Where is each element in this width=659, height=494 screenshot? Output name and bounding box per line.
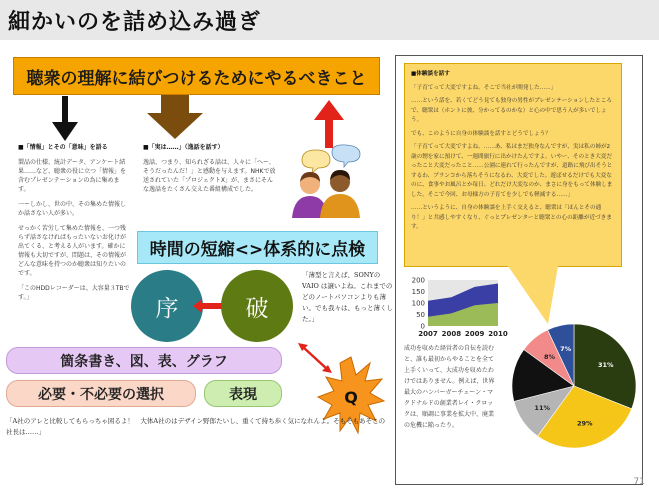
ha-label: 破 bbox=[245, 295, 269, 322]
expression-pill-label: 表現 bbox=[229, 386, 257, 403]
area-chart bbox=[404, 276, 508, 342]
pie-chart bbox=[508, 320, 640, 452]
ha-circle bbox=[221, 270, 293, 342]
experience-paragraph: ……という話を、若くてどう見ても独身の男性がプレゼンテーションしたところで、聴衆は（ホントに彼、分かってるのかな）と心の中で思う人が多いでしょう。 bbox=[411, 98, 612, 123]
anecdote-column bbox=[143, 143, 278, 200]
x-tick-label: 2007 bbox=[418, 330, 438, 338]
expression-pill bbox=[204, 380, 282, 407]
x-tick-label: 2010 bbox=[488, 330, 508, 338]
experience-paragraph: ……というように、自身の体験談を上手く交えると、聴衆は「ほんとその通り！」と共感しやすくなり、ぐっとプレゼンターと聴衆との心の距離が近づきます。 bbox=[411, 205, 612, 230]
page-number: 71 bbox=[633, 477, 645, 487]
people-talking-icon bbox=[288, 146, 372, 218]
x-tick-label: 2009 bbox=[464, 330, 485, 338]
pie-slice-label: 29% bbox=[576, 419, 593, 428]
cyan-banner-label: 時間の短縮<>体系的に点検 bbox=[149, 240, 366, 260]
jo-label: 序 bbox=[155, 295, 179, 322]
pie-slice-label: 31% bbox=[598, 360, 614, 369]
title-bar bbox=[0, 0, 659, 40]
orange-banner bbox=[13, 57, 380, 95]
information-paragraph: 製品の仕様、統計データ、アンケート結果……など、聴衆の役に立つ「情報」を含むプレゼンテーションの為に集めます。 bbox=[18, 159, 127, 193]
experience-heading: ■体験談を話す bbox=[411, 71, 450, 77]
y-tick-label: 0 bbox=[420, 322, 425, 331]
page-title: 細かいのを詰め込み過ぎ bbox=[8, 10, 262, 35]
bullets-pill bbox=[6, 347, 282, 374]
experience-paragraph: 「子育てって大変ですよね。そこで当社が開発した……」 bbox=[411, 84, 557, 91]
anecdote-heading: ■「実は……」（逸話を話す） bbox=[143, 144, 224, 151]
anecdote-paragraph: 逸話、つまり、知られざる話は、人々に「へー、そうだったんだ！」と感動を与えます。NHKで放送されていた「プロジェクトX」が、まさにそんな逸話をたくさん交えた番組構成でした。 bbox=[143, 159, 276, 193]
experience-note bbox=[404, 63, 622, 267]
information-paragraph: せっかく苦労して集めた情報を、一つ残らず話さなければもったいないお化けが出てくる、と考える人がいます。確かに情報も大切ですが、問題は、その情報がどんな意味を持つのか聴衆は知りたいのです。 bbox=[18, 225, 127, 277]
down-arrow-icon bbox=[50, 96, 80, 142]
information-heading: ■「情報」とその「意味」を語る bbox=[18, 144, 108, 151]
y-tick-label: 100 bbox=[411, 299, 425, 308]
x-tick-label: 2008 bbox=[441, 330, 462, 338]
information-paragraph: 「このHDDレコーダーは、大容量３TBです。」 bbox=[18, 285, 130, 301]
pie-slice-label: 7% bbox=[560, 344, 572, 353]
pie-slice-label: 11% bbox=[534, 404, 550, 413]
success-paragraph: 成功を収めた経営者の自伝を読むと、誰も最初からやることを全て上手くいって、大成功を収めたわけではありません。例えば、世界最大のハンバーガーチェーン・マクドナルドの創業者レイ・クロックは、順調に事業を拡大中、廃業の危機に陥ったり。 bbox=[404, 345, 495, 429]
bullets-pill-label: 箇条書き、図、表、グラフ bbox=[60, 353, 228, 370]
information-column bbox=[18, 143, 130, 308]
experience-paragraph: でも、このように自身の体験談を話すとどうでしょう？ bbox=[411, 130, 551, 137]
orange-banner-label: 聴衆の理解に結びつけるためにやるべきこと bbox=[26, 68, 367, 89]
block-down-arrow-icon bbox=[147, 95, 203, 139]
up-arrow-icon bbox=[314, 100, 344, 148]
starburst-label: Q bbox=[344, 388, 358, 407]
sony-quote: 「薄型と言えば、SONYのVAIO は譲いよね。これまでのどのノートパソコンよりも薄い。でも我々は、もっと薄くした。」 bbox=[302, 271, 393, 323]
information-paragraph: 一ーしかし、世の中、その集めた情報しか話さない人が多い。 bbox=[18, 201, 127, 217]
select-pill bbox=[6, 380, 196, 407]
bottom-quote: 「A社のアレと比較してもらっちゃ困るよ！ 大体A社のはデザイン野郎たいし、重くて持ち歩く気になれんよ。そもそもあそこの社長は……」 bbox=[6, 417, 386, 436]
pie-slice-label: 8% bbox=[543, 352, 556, 361]
y-tick-label: 150 bbox=[411, 288, 425, 296]
y-tick-label: 200 bbox=[411, 276, 425, 285]
experience-paragraph: 「子育てって大変ですよね。……あ、私はまだ独身なんですが、実は私の姉が2歳の甥を家に預けて、一週間旅行に出かけたんですよ。いやー、そのとき大変だったこと大変だったこと……公園に連れて行ったんですが、道路に飛び出そうとするわ、ブランコから落ちそうになるわ、大変でした。遊ばせるだけでも大変なのに、食事やお風呂とか毎日、どれだけ大変なのか、まさに身をもって体験しました。そこで今回、お母様方の子育てを少しでも軽減する……」 bbox=[411, 144, 613, 198]
cyan-banner bbox=[137, 231, 378, 264]
y-tick-label: 50 bbox=[416, 311, 425, 319]
select-pill-label: 必要・不必要の選択 bbox=[38, 386, 164, 403]
callout-pointer bbox=[508, 266, 558, 324]
